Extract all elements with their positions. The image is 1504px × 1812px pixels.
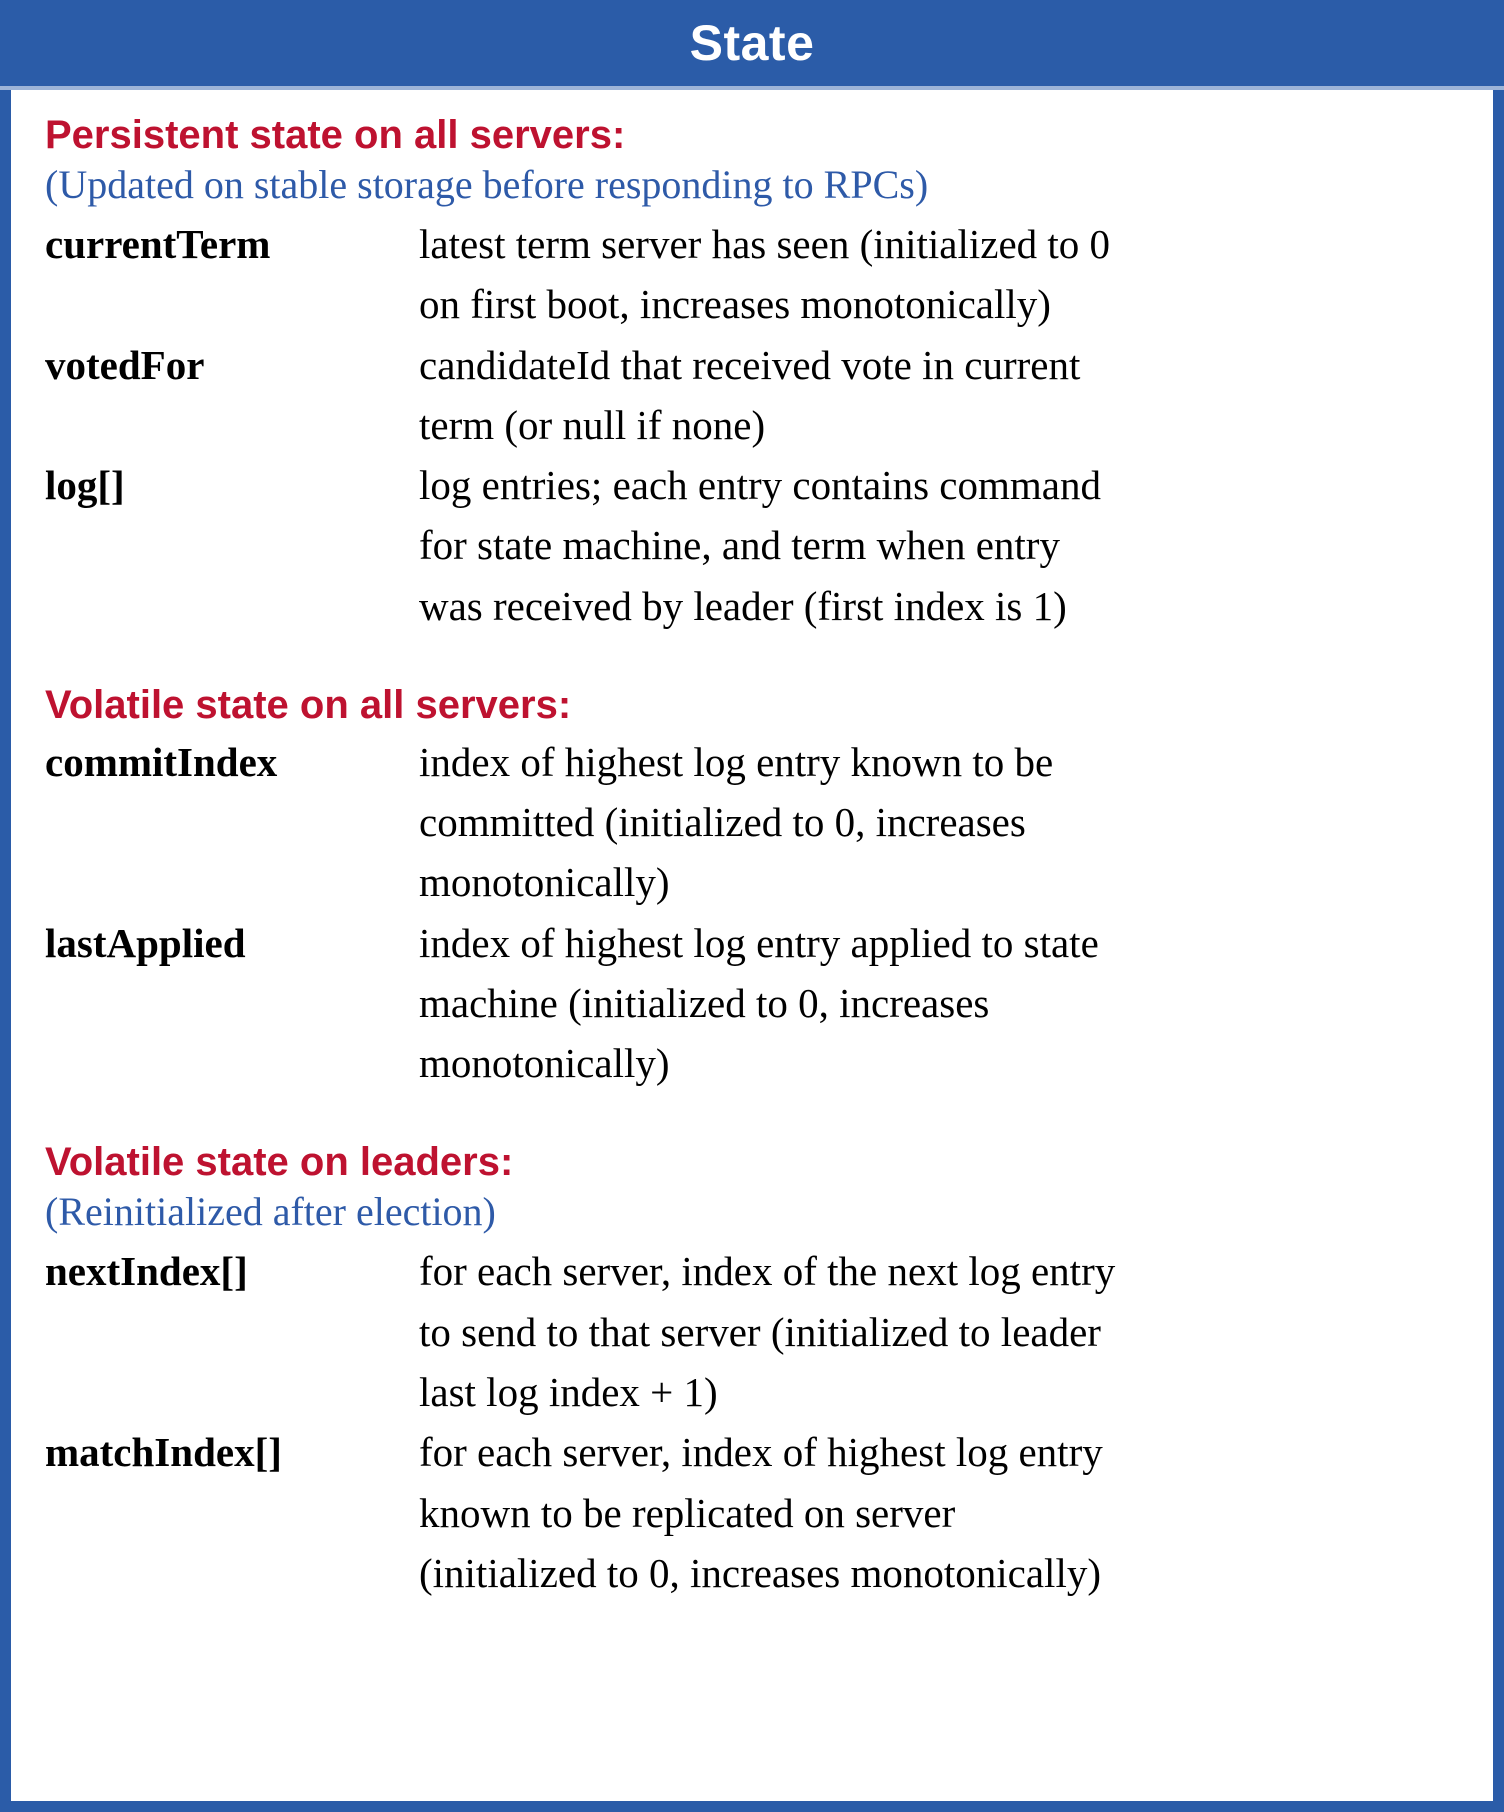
description-line: last log index + 1) bbox=[419, 1368, 718, 1415]
description-line: for each server, index of the next log entry bbox=[419, 1248, 1116, 1295]
state-variable-description bbox=[419, 335, 1473, 456]
section-note: (Reinitialized after election) bbox=[45, 1189, 496, 1235]
description-line: known to be replicated on server bbox=[419, 1489, 956, 1536]
description-line: on first boot, increases monotonically) bbox=[419, 281, 1051, 328]
description-line: was received by leader (first index is 1) bbox=[419, 582, 1067, 629]
state-variable-description bbox=[419, 913, 1473, 1094]
state-variable-row bbox=[45, 732, 1473, 913]
state-section bbox=[45, 112, 1473, 636]
state-variable-list bbox=[45, 1241, 1473, 1603]
state-variable-name: currentTerm bbox=[45, 221, 271, 267]
description-line: machine (initialized to 0, increases bbox=[419, 979, 990, 1026]
description-line: to send to that server (initialized to leader bbox=[419, 1308, 1101, 1355]
section-heading: Volatile state on leaders: bbox=[45, 1140, 514, 1185]
description-line: term (or null if none) bbox=[419, 401, 766, 448]
state-variable-row bbox=[45, 913, 1473, 1094]
state-variable-row bbox=[45, 1241, 1473, 1422]
section-heading: Persistent state on all servers: bbox=[45, 113, 626, 157]
state-variable-name: votedFor bbox=[45, 341, 205, 388]
state-variable-row bbox=[45, 335, 1473, 456]
state-variable-name: log[] bbox=[45, 462, 125, 509]
state-variable-name: lastApplied bbox=[45, 919, 246, 966]
figure-title-bar bbox=[0, 0, 1504, 90]
state-variable-list bbox=[45, 214, 1473, 636]
state-section bbox=[45, 682, 1473, 1094]
state-variable-name: commitIndex bbox=[45, 738, 278, 785]
state-variable-description bbox=[419, 214, 1473, 335]
description-line: monotonically) bbox=[419, 1040, 670, 1087]
description-line: log entries; each entry contains command bbox=[419, 462, 1101, 509]
description-line: for state machine, and term when entry bbox=[419, 522, 1060, 569]
description-line: (initialized to 0, increases monotonically) bbox=[419, 1549, 1101, 1596]
state-variable-description bbox=[419, 1241, 1473, 1422]
description-line: committed (initialized to 0, increases bbox=[419, 799, 1026, 846]
description-line: latest term server has seen (initialized to 0 bbox=[419, 221, 1111, 267]
state-variable-name: nextIndex[] bbox=[45, 1248, 248, 1295]
state-variable-description bbox=[419, 732, 1473, 913]
figure-content bbox=[11, 90, 1493, 1603]
description-line: index of highest log entry known to be bbox=[419, 738, 1054, 785]
description-line: monotonically) bbox=[419, 859, 670, 906]
figure-title: State bbox=[689, 15, 815, 71]
section-note: (Updated on stable storage before responding to RPCs) bbox=[45, 162, 929, 207]
state-variable-name: matchIndex[] bbox=[45, 1429, 282, 1476]
state-variable-description bbox=[419, 455, 1473, 636]
description-line: candidateId that received vote in current bbox=[419, 341, 1081, 388]
state-variable-row bbox=[45, 455, 1473, 636]
state-variable-row bbox=[45, 214, 1473, 335]
section-heading: Volatile state on all servers: bbox=[45, 682, 572, 727]
description-line: for each server, index of highest log entry bbox=[419, 1429, 1103, 1476]
state-variable-description bbox=[419, 1422, 1473, 1603]
state-variable-list bbox=[45, 732, 1473, 1094]
state-variable-row bbox=[45, 1422, 1473, 1603]
description-line: index of highest log entry applied to state bbox=[419, 919, 1099, 966]
state-section bbox=[45, 1139, 1473, 1603]
